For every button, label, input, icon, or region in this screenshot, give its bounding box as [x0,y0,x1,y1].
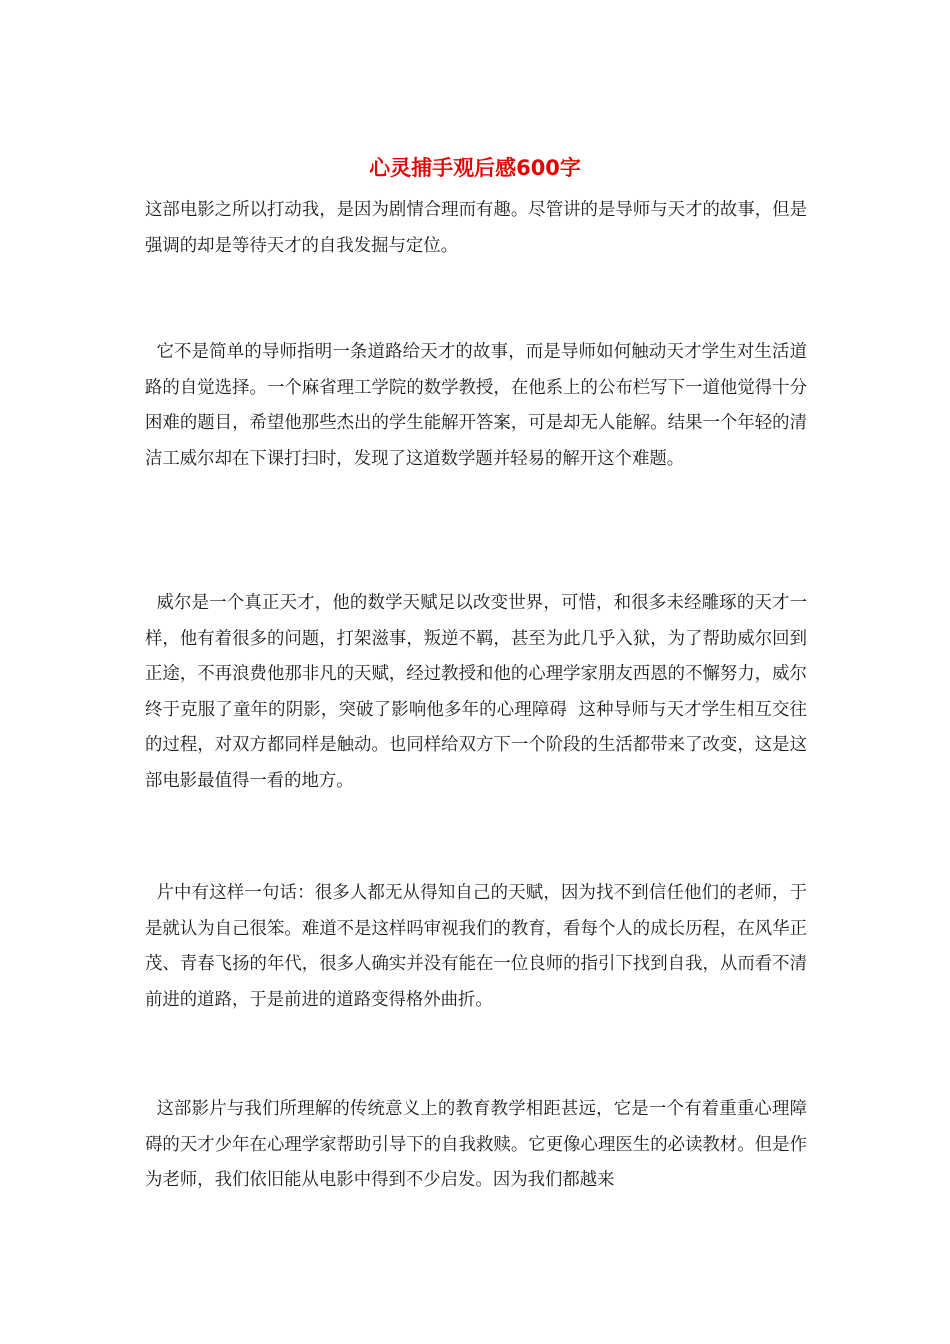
paragraph-5: 这部影片与我们所理解的传统意义上的教育教学相距甚远，它是一个有着重重心理障碍的天才少年在心理学家帮助引导下的自我救赎。它更像心理医生的必读教材。但是作为老师，我们依旧能从电影中得到不少启发。因为我们都越来 [145,1099,807,1190]
paragraph-3: 威尔是一个真正天才，他的数学天赋足以改变世界，可惜，和很多未经雕琢的天才一样，他有着很多的问题，打架滋事，叛逆不羁，甚至为此几乎入狱，为了帮助威尔回到正途，不再浪费他那非凡的天赋，经过教授和他的心理学家朋友西恩的不懈努力，威尔终于克服了童年的阴影，突破了影响他多年的心理障碍 这种导师与天才学生相互交往的过程，对双方都同样是触动。也同样给双方下一个阶段的生活都带来了改变，这是这部电影最值得一看的地方。 [145,593,807,791]
document-title: 心灵捕手观后感600字 [369,156,581,180]
paragraph-1: 这部电影之所以打动我，是因为剧情合理而有趣。尽管讲的是导师与天才的故事，但是强调的却是等待天才的自我发掘与定位。 [145,200,807,256]
paragraph-4: 片中有这样一句话：很多人都无从得知自己的天赋，因为找不到信任他们的老师，于是就认为自己很笨。难道不是这样吗审视我们的教育，看每个人的成长历程，在风华正茂、青春飞扬的年代，很多人确实并没有能在一位良师的指引下找到自我，从而看不清前进的道路，于是前进的道路变得格外曲折。 [145,883,807,1010]
paragraph-2: 它不是简单的导师指明一条道路给天才的故事，而是导师如何触动天才学生对生活道路的自觉选择。一个麻省理工学院的数学教授，在他系上的公布栏写下一道他觉得十分困难的题目，希望他那些杰出的学生能解开答案，可是却无人能解。结果一个年轻的清洁工威尔却在下课打扫时，发现了这道数学题并轻易的解开这个难题。 [145,342,807,469]
